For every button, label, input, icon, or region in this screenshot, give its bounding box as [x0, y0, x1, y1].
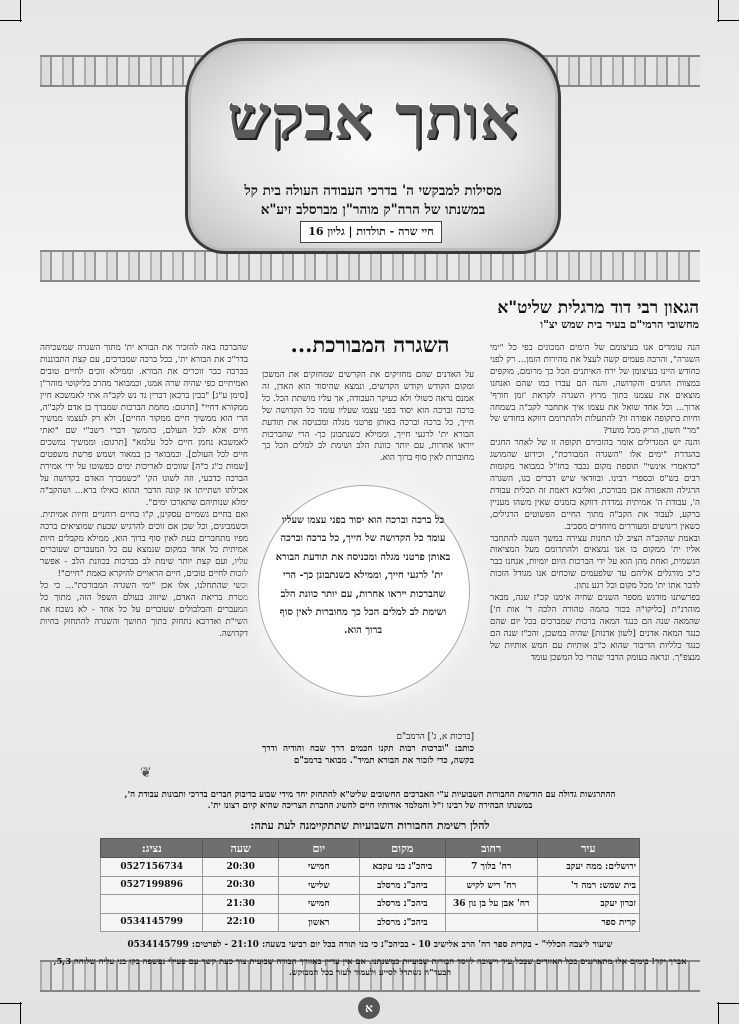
cell-contact: 0527156734 [101, 858, 203, 877]
cell-city: ירושלים: ממה יעקב [537, 858, 639, 877]
crop-mark [717, 20, 739, 21]
paragraph: וכשי שהתחלנו, אלו אכן "ימי השגרה המבורכת"... כי כל מטרת בריאת האדם, שיזווג בעולם השפל הזה, מתוך כל המעברים והבלבולים שעוברים על כל אחד - לא נשכח את השי"ת ואדרבא נתחזק בתוך החושך והשגרה להתחזק בחיות דקדושה. [40, 581, 248, 639]
crop-mark [20, 1002, 21, 1024]
table-header-row [101, 839, 640, 858]
cell-time: 22:10 [203, 913, 278, 932]
cell-time: 20:30 [203, 858, 278, 877]
cell-city: קרית ספר [537, 913, 639, 932]
paragraph: ובאמת שהקב"ה הציב לנו תחנות עצירה במשך השנה להתחבר אליו ית' ממקום בו אנו נמצאים ולהתרומם מעל המציאות הגשמית, ואחת מהן הוא על ידי הברכות היום יומיות, אנחנו כבר כ"כ מורגלים אליהם עד שלפעמים שוכחים אנו מגודל הזכות לדבר אתו ית' מכל מקום וכל רגע נתון. [490, 533, 700, 592]
cell-contact: 0534145799 [101, 913, 203, 932]
footer-shiur-line: שיעור ליצבה הכללי" - בקרית ספר רח' הרב אלישיב 10 - בביהכ"נ כי בני תורה בכל יום רביעי בשעה: 21:10 - לפרטים: 0534145799 [127, 940, 613, 950]
paragraph: הנה עומדים אנו בעיצומם של הימים המכונים בפי כל "ימי השגרה", והרבה פעמים קשה לעצל את מהירות הזמן... רק לפני כחודש היינו בעיצומן של ירח האיתנים הכל כך מרומם, מוקפים במצוות החגים והקדושה, והנה הם עברו כמו שהם ואנחנו מוצאים את עצמנו בתוך מרוץ השגרה לקראת 'זמן חורף' ארוך... וכל אחד שואל את עצמו איך אתחבר לקב"ה בשמחה וחיות בתקופה אפורה זו? להתעלות ולהתרומם דווקא בחודש של "מר" חשון, הריק מכל מועד? [490, 343, 700, 437]
table-row [101, 895, 640, 914]
article-column-left [40, 343, 248, 641]
col-header-street: רחוב [445, 839, 537, 858]
cell-street: רח' בלוך 7 [445, 858, 537, 877]
paragraph: על האדנים שהם מחזיקים את הקרשים שמחזקים את המשכן ומקום הקודש וקודש הקדשים, ונמצא שהיסוד הוא האדן, זה אמנם נראה כשולי ולא כעיקר העבודה, אך עליו מושתת הכל. כל ברכה וברכה הוא יסוד בפני עצמו שעליו עומד כל הקדושה של חייך, כל ברכה וברכה באותן פרטני מגלה ומכניסה את תודעת הבורא ית' לרגעי חייך, וממילא כשנתבונן כך- הרי שהברכות ייראו אחרות, עם יותר כוונת הלב ושימת לב למלים הכל כך מחוברות לאין סוף ברוך הוא. [262, 370, 474, 464]
cell-day: ראשון [278, 913, 359, 932]
crop-mark [0, 20, 22, 21]
cell-street [445, 913, 537, 932]
cell-city: בית שמש: רמה ד' [537, 876, 639, 895]
masthead-subtitle-1: מסילות למבקשי ה' בדרכי העבודה העולה בית קל [244, 183, 502, 199]
col-header-day: יום [278, 839, 359, 858]
crop-mark [0, 1003, 22, 1004]
cell-city: זכרון יעקב [537, 895, 639, 914]
cell-time: 20:30 [203, 876, 278, 895]
cell-street: רח' ריש לקיש [445, 876, 537, 895]
cell-contact [101, 895, 203, 914]
crop-mark [717, 1003, 739, 1004]
cell-place: ביהכ"נ בני עקבא [359, 858, 445, 877]
groups-schedule-table [100, 838, 640, 932]
cell-contact: 0527199896 [101, 876, 203, 895]
article-column-right [490, 343, 700, 664]
col-header-contact: נציג: [101, 839, 203, 858]
groups-notice: ההתרגשות גדולה עם הודשות החבורות השבועיות ע"י האברכים החשובים שליט"א להתחזק יחד מידי שבוע בדיבוק חברים בדרכי ותבונות עבודת ה', במשנתו הבהירה של רבינו ז"ל והמלמד אודותיו חיים להשיג החברת הצריכה שהיא קיום רצונו ית'. [124, 790, 616, 811]
cell-day: חמישי [278, 895, 359, 914]
paragraph: בפרשתנו מודגש מספר השנים שחיה אימנו קכ"ז שנה, מבאר מוהרנ"ת [בליקו"ה בכור בהמה טהורה הלכה ד' אות ח'] שהמאה שנה הם כנגד המאה ברכות שמברכים בכל יום שהם כנגד המאה אדנים [לשון אדנות] שהיה במשכן, והכ"ז שנה הם כנגד כלליות הדיבור שהוא כ"ב אותיות עם חמש אותיות של מנצפ"ך. ונראה בעומק הדבר שהרי כל המשכן עומד [490, 593, 700, 663]
article-column-middle [262, 370, 474, 465]
footer-invitation: אברך יקר! בימים אלו מתארגנים בכל האזורים שבכל עיר וישובה לייסד חבורות שבועיות כמשנתנו. אם אין עדיין באזורך חבורה שבועית צור כעת קשר עם פעילי נפשפה בקו בני עליה שלוחה 5,3, הבעד"ה נשתדל לסייע ולעמוד לעזר בכל המבוקש. [53, 956, 687, 978]
crop-mark [718, 1002, 719, 1024]
paragraph: ואם בחיים גשמיים עסקינן, ק"ו בחיים רוחניים וחיות אמיתית. וכשמבינים, וכל שכן אם זוכים להרגיש שבעת שמוציאים ברכה מפיו מתחברים כעת לאין סוף ברוך הוא, ממילא מקבלים חיות אמיתית כל אחד במקום שנמצא עם כל המעברים שעוברים עליו, ועם קצת יותר שימת לב בברכות בכוונת הלב - אפשר לזכות לחיים טובים, חיים הראויים להיקרא באמת "חיים"! [40, 509, 248, 580]
reference-text: כותב: "וברכות רבות תקנו חכמים דרך שבח והודיה ודרך בקשה, כדי לזכור את הבורא תמיד". מבואר ברמב"ם [262, 744, 474, 766]
article-heading: השגרה המבורכת... [290, 332, 450, 357]
page-number: א [358, 997, 380, 1019]
pull-quote-text: כל ברכה וברכה הוא יסוד בפני עצמו שעליו עומד כל הקדושה של חייך, כל ברכה וברכה באותן פרטני מגלה ומכניסה את תודעת הבורא ית' לרגעי חייך, וממילא כשנתבונן כך- הרי שהברכות ייראו אחרות, עם יותר כוונת הלב ושימת לב למלים הכל כך מחוברות לאין סוף ברוך הוא. [275, 515, 451, 637]
issue-label: חיי שרה - תולדות | גליון 16 [300, 221, 442, 243]
masthead-title: אותך אבקש [227, 83, 519, 153]
cell-time: 21:30 [203, 895, 278, 914]
cell-day: שלישי [278, 876, 359, 895]
cell-place: ביהכ"נ מרסלב [359, 913, 445, 932]
author-subtitle: מחשובי הרמי"ם בעיר בית שמש יצ"ו [540, 318, 699, 331]
masthead-subtitle-2: במשנתו של הרה"ק מוהר"ן מברסלב זיע"א [260, 202, 486, 218]
cell-place: ביהכ"נ מרסלב [359, 895, 445, 914]
table-row [101, 858, 640, 877]
flourish-ornament: ❦ [140, 765, 152, 781]
ornament-band-middle [40, 250, 700, 282]
table-row [101, 876, 640, 895]
col-header-city: עיר [537, 839, 639, 858]
paragraph: והנה יש המגדילים אומר בהזכירם תקופה זו של לאחר החגים בהגדרת "ימים אלו "השגרה המבורכת", וכידוע שהמושג "כדאמרי אינשי" תוספת מקום נכבד בחז"ל כמבואר מקומות רבים בש"ס ובספרי רבינו. ובוודאי שיש דברים בגו, השגרה הרגילה והאפורה אכן מבורכת, ואליבא דאמת זה תכלית עבודת ה', עבודת ה' אמיתית נמדדת דווקא בזמנים שאין משהו מעניין ברקע, לעבוד את הקב"ה מתוך החיים הפשוטים הרגילים, כשאין ריגושים ומעוררים מיוחדים מסביב. [490, 438, 700, 532]
col-header-time: שעה [203, 839, 278, 858]
table-row [101, 913, 640, 932]
col-header-place: מקום [359, 839, 445, 858]
groups-list-title: להלן רשימת החבורות השבועיות שתתקיימנה לעת עתה: [250, 819, 490, 832]
crop-mark [718, 0, 719, 22]
cell-place: ביהכ"נ מרסלב [359, 876, 445, 895]
cell-street: רח' אבן על בן נון 36 [445, 895, 537, 914]
paragraph: שהברכה באה להזכיר את הבורא ית' מתוך השגרה שמשכיחה בדר"כ את הבורא ית', בכל ברכה שמברכים, עם קצת התבוננות בברכה כבר זוכרים את הבורא. וממילא זוכים לחיים טובים ואמיתיים כפי שהיה שרה אמנו, וכמבואר מהרב בליקוטי מוהר"ן [סימן ע"ג] "בבין ברכאן דברין גד נש לקב"ה אתי לאמשכא חיין ממקורא דחיי" [תרגום: מחמת הברכות שמברך בן אדם לקב"ה, הרי הוא ממשיך חיים ממקור החיים]. ולא רק לעצמו ממשיך חיים אלא לכל העולם, כהמשך דברי רשב"י שם "ואתי לאמשכא נחמן חיים לכל עלמא" [תרגום: וממשיך נמשכים חיים לכל העולם]. וכמבואר כן במאור ושמש פרשת משפטים [שמות כ"ג כ"ה] שזוכים לאריכות ימים כפשוטו על ידי אמירת הברכה כדבעי, וזה לשונו הק' "כשמברך האדם בקדושה על אכילתו ושתייתו אז קונה הדבר ההוא כאילו ברא... ושהקב"ה ימלא שנותיהם שתארכו ימים". [40, 343, 248, 508]
cell-day: חמישי [278, 858, 359, 877]
author-name: הגאון רבי דוד מרגלית שליט"א [497, 298, 699, 318]
reference-line: [ברכות א, ג'] הרמב"ם [396, 732, 474, 742]
crop-mark [20, 0, 21, 22]
